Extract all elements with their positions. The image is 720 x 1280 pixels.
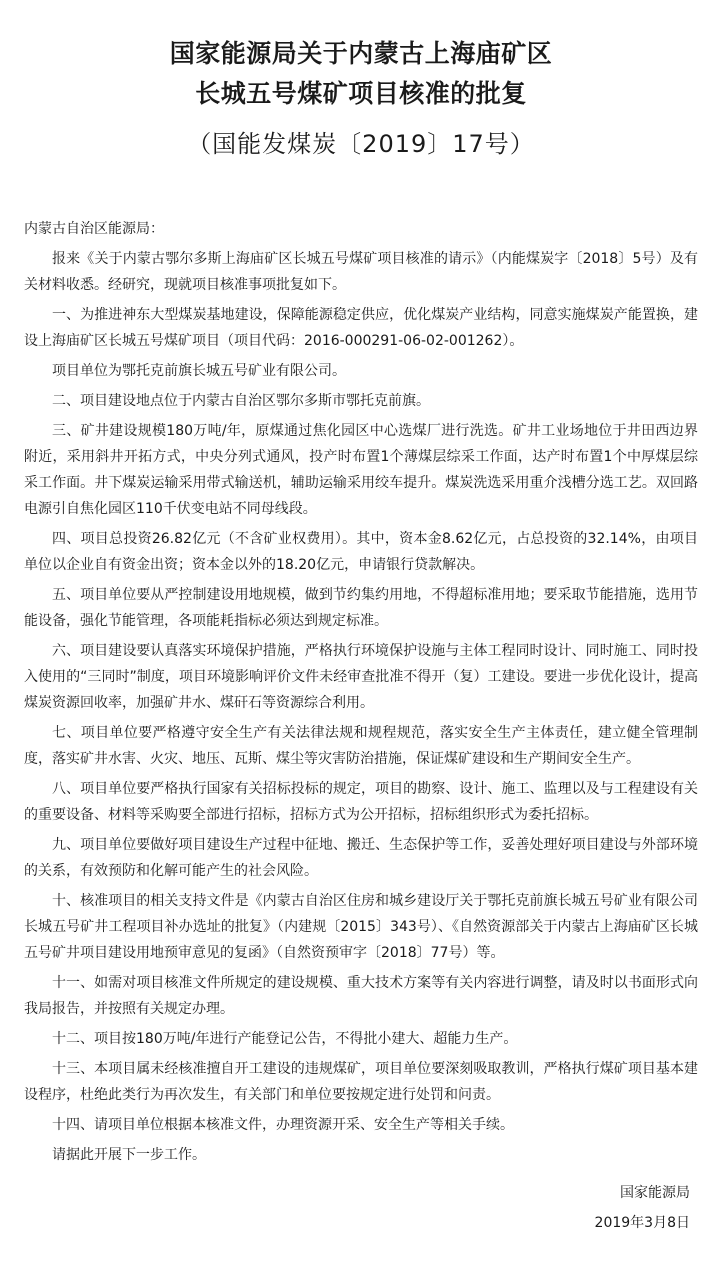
paragraph-5: 五、项目单位要从严控制建设用地规模，做到节约集约用地，不得超标准用地；要采取节能措施，选用节能设备，强化节能管理，各项能耗指标必须达到规定标准。 (24, 587, 698, 629)
paragraph-1: 一、为推进神东大型煤炭基地建设，保障能源稳定供应，优化煤炭产业结构，同意实施煤炭产能置换，建设上海庙矿区长城五号煤矿项目（项目代码：2016-000291-06-02-001262）。 (24, 307, 698, 349)
title-block (24, 0, 698, 164)
issuer-name: 国家能源局 (620, 1185, 690, 1201)
paragraph-6: 六、项目建设要认真落实环境保护措施，严格执行环境保护设施与主体工程同时设计、同时施工、同时投入使用的“三同时”制度，项目环境影响评价文件未经审查批准不得开（复）工建设。要进一步优化设计，提高煤炭资源回收率，加强矿井水、煤矸石等资源综合利用。 (24, 643, 698, 711)
document-body (24, 216, 698, 1168)
issue-date: 2019年3月8日 (594, 1215, 690, 1231)
paragraph-7: 七、项目单位要严格遵守安全生产有关法律法规和规程规范，落实安全生产主体责任，建立健全管理制度，落实矿井水害、火灾、地压、瓦斯、煤尘等灾害防治措施，保证煤矿建设和生产期间安全生产。 (24, 725, 698, 767)
document-title-line-2: 长城五号煤矿项目核准的批复 (195, 79, 527, 108)
salutation: 内蒙古自治区能源局： (24, 221, 164, 237)
document-number: （国能发煤炭〔2019〕17号） (187, 130, 535, 158)
paragraph-intro: 报来《关于内蒙古鄂尔多斯上海庙矿区长城五号煤矿项目核准的请示》（内能煤炭字〔2018〕5号）及有关材料收悉。经研究，现就项目核准事项批复如下。 (24, 251, 698, 293)
paragraph-project-unit: 项目单位为鄂托克前旗长城五号矿业有限公司。 (52, 363, 346, 379)
paragraph-11: 十一、如需对项目核准文件所规定的建设规模、重大技术方案等有关内容进行调整，请及时以书面形式向我局报告，并按照有关规定办理。 (24, 975, 698, 1017)
paragraph-9: 九、项目单位要做好项目建设生产过程中征地、搬迁、生态保护等工作，妥善处理好项目建设与外部环境的关系，有效预防和化解可能产生的社会风险。 (24, 837, 698, 879)
paragraph-4: 四、项目总投资26.82亿元（不含矿业权费用）。其中，资本金8.62亿元，占总投资的32.14%，由项目单位以企业自有资金出资；资本金以外的18.20亿元，申请银行贷款解决。 (24, 531, 698, 573)
paragraph-12: 十二、项目按180万吨/年进行产能登记公告，不得批小建大、超能力生产。 (52, 1031, 518, 1047)
paragraph-8: 八、项目单位要严格执行国家有关招标投标的规定，项目的勘察、设计、施工、监理以及与工程建设有关的重要设备、材料等采购要全部进行招标，招标方式为公开招标，招标组织形式为委托招标。 (24, 781, 698, 823)
paragraph-3: 三、矿井建设规模180万吨/年，原煤通过焦化园区中心选煤厂进行洗选。矿井工业场地位于井田西边界附近，采用斜井开拓方式，中央分列式通风，投产时布置1个薄煤层综采工作面，达产时布置1个中厚煤层综采工作面。井下煤炭运输采用带式输送机，辅助运输采用绞车提升。煤炭洗选采用重介浅槽分选工艺。双回路电源引自焦化园区110千伏变电站不同母线段。 (24, 423, 698, 517)
paragraph-2: 二、项目建设地点位于内蒙古自治区鄂尔多斯市鄂托克前旗。 (52, 393, 430, 409)
signature-block (24, 1180, 698, 1236)
paragraph-10: 十、核准项目的相关支持文件是《内蒙古自治区住房和城乡建设厅关于鄂托克前旗长城五号矿业有限公司长城五号矿井工程项目补办选址的批复》（内建规〔2015〕343号）、《自然资源部关于内蒙古上海庙矿区长城五号矿井项目建设用地预审意见的复函》（自然资预审字〔2018〕77号）等。 (24, 893, 698, 961)
paragraph-closing: 请据此开展下一步工作。 (52, 1147, 206, 1163)
paragraph-13: 十三、本项目属未经核准擅自开工建设的违规煤矿，项目单位要深刻吸取教训，严格执行煤矿项目基本建设程序，杜绝此类行为再次发生，有关部门和单位要按规定进行处罚和问责。 (24, 1061, 698, 1103)
paragraph-14: 十四、请项目单位根据本核准文件，办理资源开采、安全生产等相关手续。 (52, 1117, 514, 1133)
document-title-line-1: 国家能源局关于内蒙古上海庙矿区 (169, 39, 553, 68)
